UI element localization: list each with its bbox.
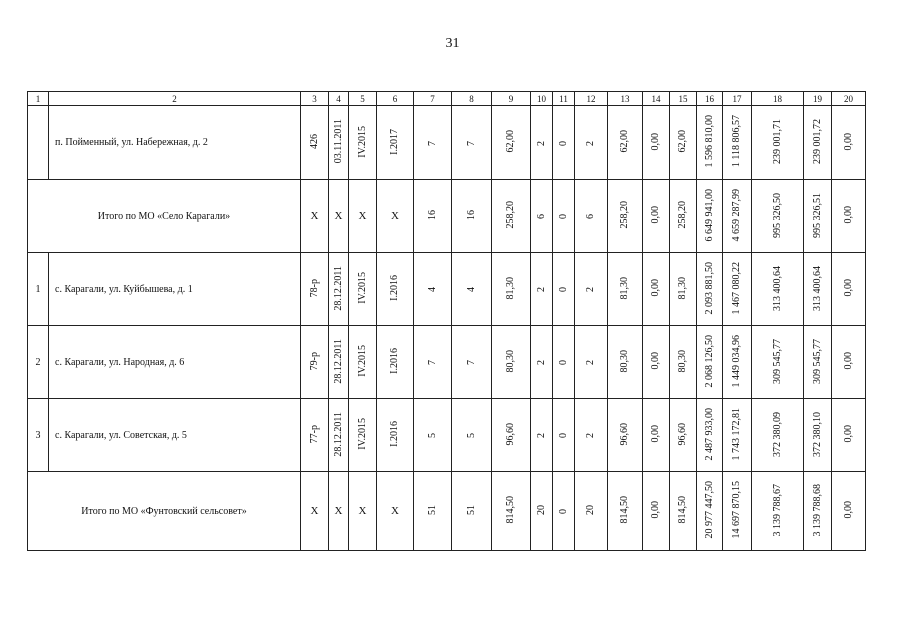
rotated-value: 995 326,51 [811, 192, 823, 238]
rotated-value: 2 [585, 360, 596, 365]
value-cell [414, 399, 452, 472]
value-cell [697, 399, 723, 472]
rotated-value: 0,00 [650, 206, 661, 224]
rotated-value: 995 326,50 [771, 192, 783, 238]
value-cell [553, 326, 575, 399]
value-cell [414, 472, 452, 551]
value-cell [575, 253, 608, 326]
rotated-value: 2 487 933,00 [703, 407, 715, 461]
column-number-row [28, 92, 866, 106]
value-cell [752, 399, 804, 472]
rotated-value: 2 [585, 140, 596, 146]
rotated-value: 80,30 [619, 349, 630, 373]
value-cell [804, 253, 832, 326]
rotated-value: 0,00 [842, 501, 854, 519]
rotated-value: 239 001,72 [811, 119, 823, 164]
rotated-value: 426 [308, 134, 320, 149]
value-cell [723, 106, 752, 180]
value-cell [804, 326, 832, 399]
house-address: с. Карагали, ул. Куйбышева, д. 1 [49, 253, 301, 326]
rotated-value: 2 [585, 287, 596, 292]
rotated-value: 313 400,64 [811, 265, 823, 311]
rotated-value: 0,00 [650, 279, 661, 297]
value-cell [452, 106, 492, 180]
house-row [28, 253, 866, 326]
rotated-value: 96,60 [619, 422, 630, 446]
value-cell [349, 106, 377, 180]
rotated-value: IV.2015 [356, 418, 368, 450]
rotated-value: 6 649 941,00 [703, 188, 715, 242]
placeholder-cell: X [377, 472, 414, 551]
column-number: 14 [643, 92, 670, 106]
rotated-value: 0,00 [650, 425, 661, 443]
rotated-value: 3 139 788,67 [771, 483, 783, 537]
column-number: 13 [608, 92, 643, 106]
value-cell [804, 472, 832, 551]
value-cell [643, 472, 670, 551]
rotated-value: 0 [557, 360, 569, 365]
placeholder-cell: X [349, 180, 377, 253]
resettlement-table [27, 91, 866, 551]
value-cell [697, 106, 723, 180]
value-cell [553, 472, 575, 551]
rotated-value: 0,00 [650, 352, 661, 370]
value-cell [643, 326, 670, 399]
rotated-value: 62,00 [505, 130, 516, 153]
rotated-value: 28.12.2011 [332, 338, 344, 384]
value-cell [531, 326, 553, 399]
rotated-value: 0 [557, 140, 569, 146]
house-address: с. Карагали, ул. Народная, д. 6 [49, 326, 301, 399]
rotated-value: 16 [426, 210, 438, 220]
rotated-value: 814,50 [677, 496, 688, 524]
placeholder-cell: X [329, 180, 349, 253]
value-cell [608, 180, 643, 253]
value-cell [608, 326, 643, 399]
rotated-value: 80,30 [505, 349, 516, 373]
rotated-value: 4 659 287,99 [731, 188, 742, 242]
house-row [28, 399, 866, 472]
placeholder-cell: X [301, 472, 329, 551]
value-cell [492, 106, 531, 180]
rotated-value: 96,60 [505, 422, 516, 446]
column-number: 5 [349, 92, 377, 106]
total-label: Итого по МО «Фунтовский сельсовет» [28, 472, 301, 551]
value-cell [492, 472, 531, 551]
value-cell [553, 253, 575, 326]
rotated-value: 20 977 447,50 [703, 481, 715, 539]
rotated-value: 1 743 172,81 [731, 407, 742, 461]
rotated-value: 7 [426, 140, 438, 146]
rotated-value: 7 [465, 140, 477, 146]
rotated-value: 0,00 [842, 425, 854, 443]
value-cell [804, 180, 832, 253]
row-number [28, 106, 49, 180]
value-cell [697, 180, 723, 253]
rotated-value: 0 [557, 509, 569, 514]
rotated-value: 20 [535, 505, 547, 515]
value-cell [452, 472, 492, 551]
value-cell [492, 326, 531, 399]
value-cell [670, 253, 697, 326]
value-cell [452, 326, 492, 399]
rotated-value: 81,30 [677, 276, 688, 300]
total-row [28, 180, 866, 253]
rotated-value: 258,20 [677, 201, 688, 229]
value-cell [832, 180, 866, 253]
placeholder-cell: X [329, 472, 349, 551]
rotated-value: 814,50 [619, 496, 630, 524]
column-number: 9 [492, 92, 531, 106]
house-address: с. Карагали, ул. Советская, д. 5 [49, 399, 301, 472]
rotated-value: 1 449 034,96 [731, 334, 742, 388]
value-cell [832, 326, 866, 399]
rotated-value: 239 001,71 [771, 119, 783, 164]
column-number: 17 [723, 92, 752, 106]
rotated-value: 2 093 881,50 [703, 261, 715, 315]
value-cell [301, 326, 329, 399]
value-cell [531, 106, 553, 180]
value-cell [575, 106, 608, 180]
value-cell [329, 106, 349, 180]
rotated-value: 2 [535, 287, 547, 292]
rotated-value: 51 [426, 505, 438, 515]
value-cell [608, 106, 643, 180]
value-cell [752, 472, 804, 551]
rotated-value: 80,30 [677, 349, 688, 373]
value-cell [452, 399, 492, 472]
rotated-value: 62,00 [619, 130, 630, 153]
value-cell [670, 180, 697, 253]
column-number: 6 [377, 92, 414, 106]
placeholder-cell: X [301, 180, 329, 253]
value-cell [752, 326, 804, 399]
value-cell [697, 253, 723, 326]
value-cell [575, 180, 608, 253]
value-cell [697, 472, 723, 551]
row-number: 3 [28, 399, 49, 472]
column-number: 16 [697, 92, 723, 106]
rotated-value: 2 [585, 433, 596, 438]
rotated-value: 0,00 [842, 206, 854, 224]
rotated-value: 0 [557, 433, 569, 438]
rotated-value: 0,00 [650, 132, 661, 151]
value-cell [531, 253, 553, 326]
column-number: 10 [531, 92, 553, 106]
rotated-value: 16 [465, 210, 477, 220]
value-cell [804, 106, 832, 180]
rotated-value: 0,00 [842, 132, 854, 151]
value-cell [553, 180, 575, 253]
rotated-value: I.2016 [389, 348, 400, 374]
column-number: 15 [670, 92, 697, 106]
value-cell [377, 253, 414, 326]
value-cell [531, 399, 553, 472]
rotated-value: 0 [557, 287, 569, 292]
placeholder-cell: X [377, 180, 414, 253]
value-cell [452, 180, 492, 253]
rotated-value: 258,20 [505, 201, 516, 229]
rotated-value: 81,30 [619, 276, 630, 300]
value-cell [414, 180, 452, 253]
rotated-value: 79-р [308, 351, 320, 371]
value-cell [832, 253, 866, 326]
value-cell [531, 472, 553, 551]
column-number: 7 [414, 92, 452, 106]
rotated-value: 372 380,10 [811, 411, 823, 457]
value-cell [832, 399, 866, 472]
value-cell [608, 399, 643, 472]
rotated-value: I.2017 [389, 128, 400, 155]
rotated-value: 0 [557, 214, 569, 219]
rotated-value: 7 [426, 360, 438, 365]
value-cell [301, 253, 329, 326]
value-cell [643, 253, 670, 326]
rotated-value: 5 [465, 433, 477, 438]
rotated-value: 78-р [308, 278, 320, 298]
value-cell [301, 399, 329, 472]
rotated-value: 62,00 [677, 130, 688, 153]
value-cell [301, 106, 329, 180]
value-cell [670, 472, 697, 551]
value-cell [575, 472, 608, 551]
value-cell [723, 326, 752, 399]
rotated-value: 1 467 080,22 [731, 261, 742, 315]
value-cell [670, 326, 697, 399]
column-number: 4 [329, 92, 349, 106]
value-cell [414, 106, 452, 180]
value-cell [349, 326, 377, 399]
row-number: 1 [28, 253, 49, 326]
rotated-value: IV.2015 [356, 272, 368, 304]
column-number: 19 [804, 92, 832, 106]
value-cell [349, 399, 377, 472]
rotated-value: 20 [585, 505, 596, 515]
value-cell [723, 180, 752, 253]
value-cell [643, 399, 670, 472]
rotated-value: 77-р [308, 424, 320, 444]
rotated-value: 28.12.2011 [332, 411, 344, 457]
rotated-value: 313 400,64 [771, 265, 783, 311]
rotated-value: 4 [426, 287, 438, 292]
value-cell [349, 253, 377, 326]
rotated-value: 03.11.2011 [332, 119, 344, 164]
column-number: 8 [452, 92, 492, 106]
value-cell [752, 253, 804, 326]
rotated-value: 96,60 [677, 422, 688, 446]
column-number: 2 [49, 92, 301, 106]
house-row [28, 106, 866, 180]
rotated-value: 0,00 [842, 352, 854, 370]
value-cell [377, 326, 414, 399]
value-cell [452, 253, 492, 326]
rotated-value: IV.2015 [356, 125, 368, 158]
rotated-value: 6 [585, 214, 596, 219]
value-cell [492, 399, 531, 472]
value-cell [670, 399, 697, 472]
rotated-value: 0,00 [650, 501, 661, 519]
rotated-value: 1 596 810,00 [703, 115, 715, 168]
rotated-value: 2 [535, 433, 547, 438]
rotated-value: I.2016 [389, 275, 400, 301]
value-cell [575, 326, 608, 399]
value-cell [377, 399, 414, 472]
rotated-value: 258,20 [619, 201, 630, 229]
row-number: 2 [28, 326, 49, 399]
rotated-value: I.2016 [389, 421, 400, 447]
rotated-value: 28.12.2011 [332, 265, 344, 311]
value-cell [804, 399, 832, 472]
value-cell [492, 253, 531, 326]
rotated-value: 3 139 788,68 [811, 483, 823, 537]
rotated-value: 814,50 [505, 496, 516, 524]
house-address: п. Пойменный, ул. Набережная, д. 2 [49, 106, 301, 180]
value-cell [832, 106, 866, 180]
value-cell [697, 326, 723, 399]
house-row [28, 326, 866, 399]
placeholder-cell: X [349, 472, 377, 551]
value-cell [414, 253, 452, 326]
rotated-value: 6 [535, 214, 547, 219]
rotated-value: IV.2015 [356, 345, 368, 377]
column-number: 11 [553, 92, 575, 106]
value-cell [553, 106, 575, 180]
value-cell [531, 180, 553, 253]
rotated-value: 2 [535, 140, 547, 146]
value-cell [608, 253, 643, 326]
value-cell [643, 180, 670, 253]
rotated-value: 14 697 870,15 [731, 481, 742, 539]
value-cell [723, 253, 752, 326]
value-cell [752, 180, 804, 253]
value-cell [723, 472, 752, 551]
rotated-value: 2 [535, 360, 547, 365]
page-number: 31 [445, 36, 460, 51]
value-cell [377, 106, 414, 180]
value-cell [670, 106, 697, 180]
column-number: 18 [752, 92, 804, 106]
value-cell [492, 180, 531, 253]
value-cell [752, 106, 804, 180]
rotated-value: 0,00 [842, 279, 854, 297]
value-cell [575, 399, 608, 472]
column-number: 12 [575, 92, 608, 106]
value-cell [723, 399, 752, 472]
rotated-value: 309 545,77 [771, 338, 783, 384]
value-cell [553, 399, 575, 472]
total-label: Итого по МО «Село Карагали» [28, 180, 301, 253]
value-cell [329, 326, 349, 399]
rotated-value: 5 [426, 433, 438, 438]
column-number: 20 [832, 92, 866, 106]
rotated-value: 1 118 806,57 [731, 115, 742, 168]
rotated-value: 4 [465, 287, 477, 292]
value-cell [414, 326, 452, 399]
value-cell [643, 106, 670, 180]
value-cell [329, 253, 349, 326]
rotated-value: 51 [465, 505, 477, 515]
rotated-value: 7 [465, 360, 477, 365]
column-number: 1 [28, 92, 49, 106]
rotated-value: 372 380,09 [771, 411, 783, 457]
value-cell [832, 472, 866, 551]
rotated-value: 81,30 [505, 276, 516, 300]
value-cell [329, 399, 349, 472]
rotated-value: 2 068 126,50 [703, 334, 715, 388]
column-number: 3 [301, 92, 329, 106]
value-cell [608, 472, 643, 551]
rotated-value: 309 545,77 [811, 338, 823, 384]
total-row [28, 472, 866, 551]
